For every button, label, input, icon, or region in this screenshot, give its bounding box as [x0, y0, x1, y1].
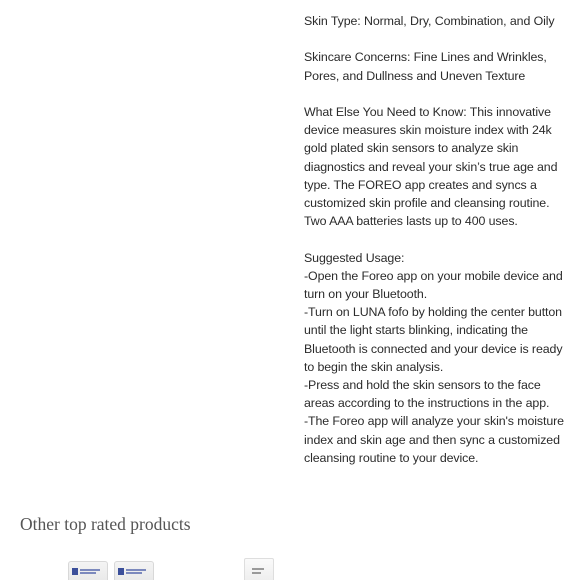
- product-description: [304, 12, 566, 485]
- usage-step: -Press and hold the skin sensors to the face areas according to the instructions in the app.: [304, 378, 550, 411]
- product-card[interactable]: [68, 556, 162, 580]
- cream-tube-icon: [114, 561, 154, 580]
- suggested-usage-heading: Suggested Usage:: [304, 250, 405, 265]
- usage-step: -Open the Foreo app on your mobile device and turn on your Bluetooth.: [304, 268, 563, 301]
- skincare-concerns-text: Skincare Concerns: Fine Lines and Wrinkles, Pores, and Dullness and Uneven Texture: [304, 50, 547, 83]
- top-rated-products: [0, 556, 580, 580]
- what-else-text: What Else You Need to Know: This innovative device measures skin moisture index with 24k gold plated skin sensors to analyze skin diagnostics and reveal your skin’s true age and type. The FOREO app creates and syncs a customized skin profile and cleansing routine. Two AAA batteries lasts up to 400 uses.: [304, 104, 558, 229]
- top-rated-heading: Other top rated products: [20, 514, 191, 534]
- product-card[interactable]: [244, 556, 276, 580]
- cream-tube-icon: [68, 561, 108, 580]
- usage-step: -Turn on LUNA fofo by holding the center button until the light starts blinking, indicating the Bluetooth is connected and your device is ready to begin the skin analysis.: [304, 305, 563, 374]
- white-pouch-icon: [244, 558, 274, 580]
- skin-type-text: Skin Type: Normal, Dry, Combination, and Oily: [304, 14, 555, 28]
- usage-step: -The Foreo app will analyze your skin's moisture index and skin age and then sync a customized cleansing routine to your device.: [304, 414, 564, 465]
- suggested-usage: [304, 249, 566, 467]
